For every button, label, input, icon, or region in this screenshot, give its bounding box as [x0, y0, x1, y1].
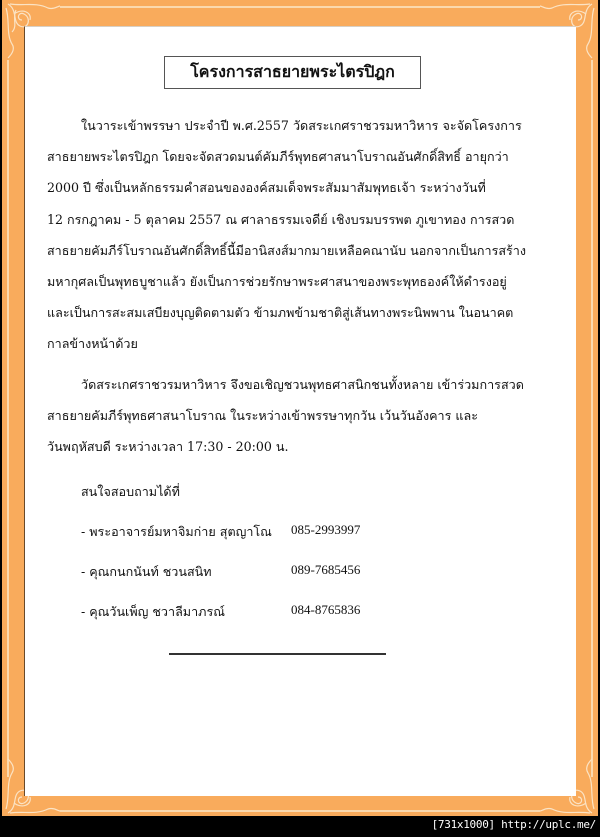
contact-name: - คุณกนกนันท์ ชวนสนิท [81, 564, 212, 579]
frame-ornament-line-top [60, 6, 540, 8]
text-line: วัดสระเกศราชวรมหาวิหาร จึงขอเชิญชวนพุทธศาสนิกชนทั้งหลาย เข้าร่วมการสวด [81, 376, 524, 392]
text-line: 2000 ปี ซึ่งเป็นหลักธรรมคำสอนขององค์สมเด็จพระสัมมาสัมพุทธเจ้า ระหว่างวันที่ [47, 180, 486, 196]
document-title-box [164, 56, 421, 89]
text-line: วันพฤหัสบดี ระหว่างเวลา 17:30 - 20:00 น. [47, 439, 289, 455]
paragraph-schedule [47, 369, 547, 463]
text-line: สาธยายคัมภีร์พุทธศาสนาโบราณ ในระหว่างเข้าพรรษาทุกวัน เว้นวันอังคาร และ [47, 407, 478, 423]
contact-phone: 085-2993997 [291, 522, 361, 537]
contact-phone: 084-8765836 [291, 602, 361, 617]
text-line: กาลข้างหน้าด้วย [47, 336, 138, 352]
contact-item [81, 602, 360, 642]
image-host-watermark: [731x1000] http://uplc.me/ [431, 818, 596, 831]
document-title: โครงการสาธยายพระไตรปิฎก [190, 62, 395, 81]
text-line: สาธยายพระไตรปิฎก โดยจะจัดสวดมนต์คัมภีร์พุทธศาสนาโบราณอันศักดิ์สิทธิ์ อายุกว่า [47, 149, 509, 165]
contact-phone: 089-7685456 [291, 562, 361, 577]
contact-name: - คุณวันเพ็ญ ชวาลีมาภรณ์ [81, 604, 225, 619]
text-line: สาธยายคัมภีร์โบราณอันศักดิ์สิทธิ์นี้มีอานิสงส์มากมายเหลือคณานับ นอกจากเป็นการสร้าง [47, 242, 527, 258]
frame-ornament-line-bottom [60, 810, 540, 812]
text-line: และเป็นการสะสมเสบียงบุญติดตามตัว ข้ามภพข้ามชาติสู่เส้นทางพระนิพพาน ในอนาคต [47, 305, 514, 321]
text-line: มหากุศลเป็นพุทธบูชาแล้ว ยังเป็นการช่วยรักษาพระศาสนาของพระพุทธองค์ให้ดำรงอยู่ [47, 274, 507, 290]
contact-header: สนใจสอบถามได้ที่ [81, 484, 180, 499]
frame-ornament-line-left [7, 60, 9, 777]
contact-item [81, 562, 360, 602]
document-paper [24, 26, 576, 796]
document-body [47, 110, 547, 462]
text-line: ในวาระเข้าพรรษา ประจำปี พ.ศ.2557 วัดสระเกศราชวรมหาวิหาร จะจัดโครงการ [81, 118, 522, 133]
frame-ornament-line-right [591, 60, 593, 777]
paragraph-invitation [47, 110, 547, 360]
contact-name: - พระอาจารย์มหาจิมก่าย สุตญาโณ [81, 524, 272, 539]
contact-section [81, 482, 360, 642]
text-line: 12 กรกฎาคม - 5 ตุลาคม 2557 ณ ศาลาธรรมเจดีย์ เชิงบรมบรรพต ภูเขาทอง การสวด [47, 211, 515, 227]
contact-item [81, 522, 360, 562]
signature-divider-line [169, 653, 386, 655]
